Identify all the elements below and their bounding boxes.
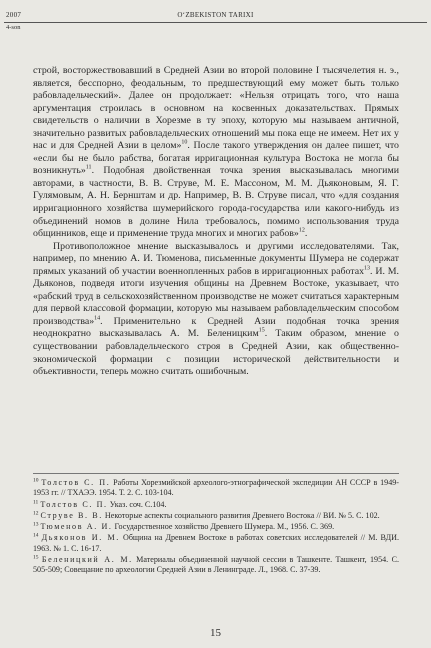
header-year: 2007 <box>6 11 22 19</box>
paragraph-2 <box>33 241 399 379</box>
footnote-number: 13 <box>33 521 39 528</box>
footnote-number: 11 <box>33 498 39 505</box>
footnote-text: Государственное хозяйство Древнего Шумера. М., 1956. С. 369. <box>112 522 335 532</box>
footnote-author: Толстов С. П. <box>41 478 111 487</box>
footnote-text: Некоторые аспекты социального развития Древнего Востока // ВИ. № 5. С. 102. <box>102 510 380 520</box>
paragraph-text: Противоположное мнение высказывалось и другими исследователями. Так, например, по мнению А. И. Тюменова, письменные документы Шумера не содержат прямых указаний об участии военнопленных рабов в ирригационных работах <box>33 240 399 277</box>
footnote-number: 14 <box>33 532 39 539</box>
header-issue: 4-son <box>6 24 21 31</box>
footnote-number: 10 <box>33 477 39 484</box>
footnote-ref[interactable]: 15 <box>258 328 265 335</box>
footnote-ref[interactable]: 10 <box>181 139 188 146</box>
footnote-ref[interactable]: 12 <box>298 227 305 234</box>
footnote-author: Тюменов А. И. <box>40 522 113 532</box>
footnotes <box>33 478 399 577</box>
paragraph-1 <box>33 65 399 241</box>
footnote-text: Указ. соч. С.104. <box>107 499 167 509</box>
header-rule <box>4 22 427 23</box>
footnote-number: 15 <box>33 554 39 561</box>
footnote-separator <box>33 473 399 474</box>
footnote-item <box>33 478 399 499</box>
paragraph-text: . <box>304 228 308 240</box>
footnote-text: Работы Хорезмийской археолого-этнографической экспедиции АН СССР в 1949-1953 гг. // ТХАЭЭ. 1954. Т. 2. С. 103-104. <box>33 478 399 498</box>
footnote-author: Беленицкий А. М. <box>41 555 133 565</box>
footnote-text: Община на Древнем Востоке в работах советских исследователей // М. ВДИ. 1963. № 1. С. 16-17. <box>33 533 399 553</box>
footnote-ref[interactable]: 13 <box>364 265 371 272</box>
footnote-item <box>33 500 399 510</box>
body-text <box>33 65 399 379</box>
paragraph-text: . Таким образом, мнение о существовании рабовладельческого строя в Средней Азии, как общественно-экономической формации с позиции исторической действительности и объективности, теперь можно считать ошибочным. <box>33 328 399 378</box>
footnote-item <box>33 522 399 532</box>
footnote-ref[interactable]: 11 <box>85 165 92 172</box>
footnote-author: Толстов С. П. <box>40 499 108 509</box>
footnote-author: Дьяконов И. М. <box>41 533 120 543</box>
footnote-ref[interactable]: 14 <box>94 315 101 322</box>
footnote-item <box>33 555 399 576</box>
footnote-item <box>33 533 399 554</box>
running-header <box>0 10 431 22</box>
footnote-item <box>33 511 399 521</box>
paragraph-text: строй, восторжествовавший в Средней Азии во второй половине I тысячелетия н. э., является, бесспорно, феодальным, то предшествующий ему может быть только рабовладельческий». Далее он продолжает: «Нельзя отрицать того, что наша аргументация строилась в основном на косвенных доказательствах. Прямых свидетельств о наличии в Хорезме в ту эпоху, которую мы называем античной, значительно развитых рабовладельческих отношений мы пока еще не имеем. Нет их у нас и для Средней Азии в целом» <box>33 65 399 152</box>
footnote-number: 12 <box>33 510 39 517</box>
paragraph-text: . И. М. Дьяконов, подведя итоги изучения общины на Древнем Востоке, указывает, что «рабский труд в сельскохозяйственном производстве не может считаться характерным для первой классовой формации, которую мы называем рабовладельческим способом производства» <box>33 265 399 327</box>
page-number: 15 <box>210 627 221 639</box>
paragraph-text: . После такого утверждения он далее пишет, что «если бы не было рабства, богатая ирригационная культура Востока не могла бы возникнуть» <box>33 140 399 177</box>
paragraph-text: . Подобная двойственная точка зрения высказывалась многими авторами, в частности, В. В. Струве, М. Е. Массоном, М. М. Дьяконовым, Я. Г. Гулямовым, А. Н. Бернштам и др. Например, В. В. Струве писал, что «для создания ирригационного хозяйства шумерийского города-государства или какого-нибудь из объединений номов в долине Нила требовалось, помимо использования труда общинников, еще и применение труда многих и многих рабов» <box>33 165 399 240</box>
footnote-author: Струве В. В. <box>40 510 103 520</box>
header-journal-title: O‘ZBEKISTON TARIXI <box>177 11 254 19</box>
paragraph-text: . Применительно к Средней Азии подобная точка зрения неоднократно высказывалась А. М. Беленицким <box>33 315 399 340</box>
footnote-text: Материалы объединенной научной сессии в Ташкенте. Ташкент, 1954. С. 505-509; Совещание по археологии Средней Азии в Ленинграде. Л., 1968. С. 37-39. <box>33 555 399 575</box>
